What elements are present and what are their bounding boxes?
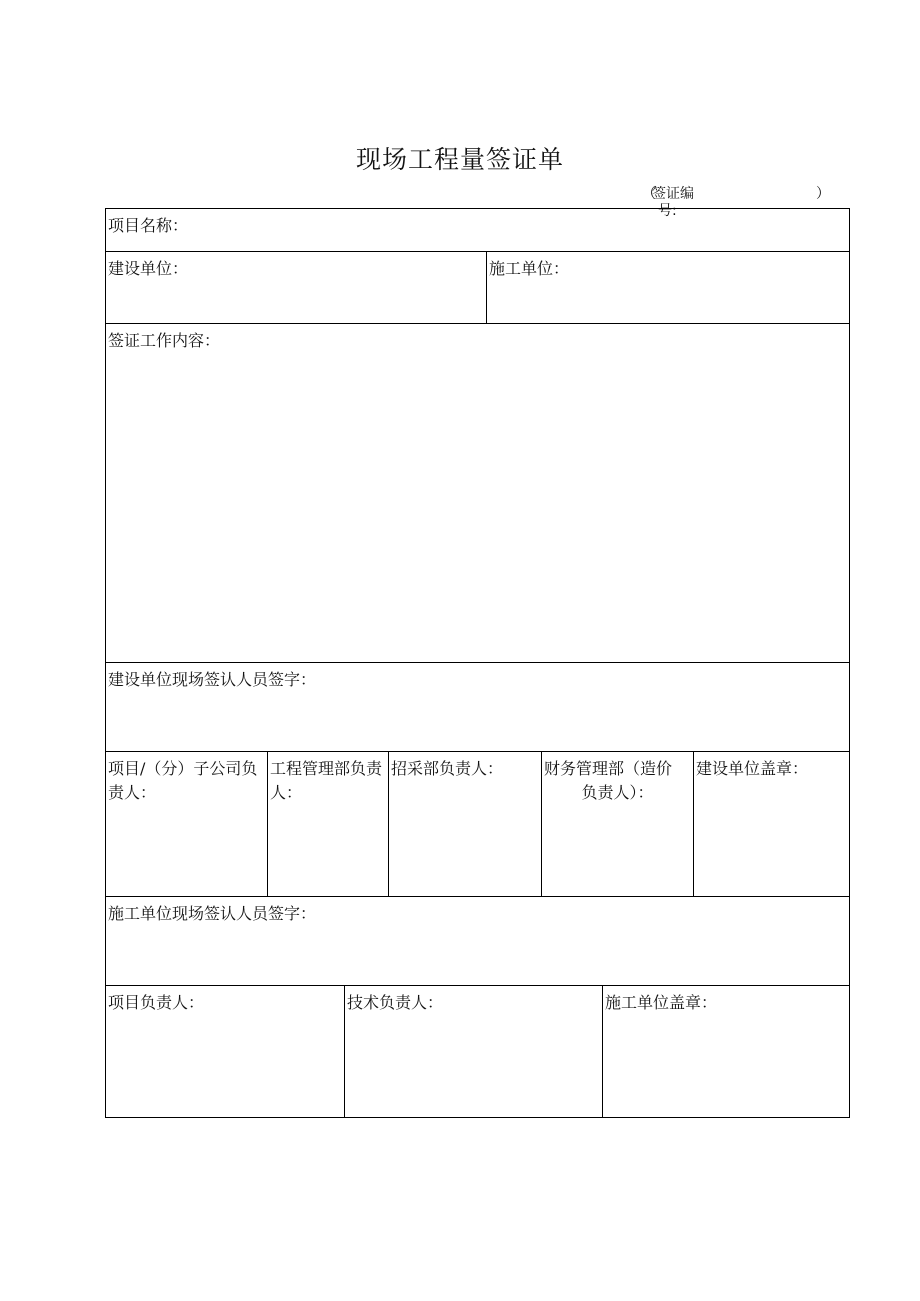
builder-site-signature-label: 施工单位现场签认人员签字： [108, 904, 317, 923]
sign-number-label-line1: 签证编 [652, 186, 694, 202]
work-content-label: 签证工作内容： [108, 331, 221, 350]
sign-number-label-line2: 号: [658, 203, 677, 219]
project-subsidiary-leader-field[interactable] [105, 751, 268, 897]
project-name-field[interactable] [105, 208, 850, 252]
owner-seal-field[interactable] [693, 751, 850, 897]
visa-form-table [105, 208, 850, 1118]
technical-leader-label: 技术负责人： [347, 993, 444, 1012]
engineering-dept-leader-label: 工程管理部负责人： [270, 759, 383, 802]
builder-unit-field[interactable] [486, 251, 850, 324]
builder-seal-field[interactable] [602, 985, 850, 1118]
finance-dept-leader-label-line1: 财务管理部（造价 [544, 759, 673, 778]
work-content-field[interactable] [105, 323, 850, 663]
owner-site-signature-field[interactable] [105, 662, 850, 752]
construction-unit-label: 建设单位： [108, 259, 189, 278]
procurement-dept-leader-field[interactable] [388, 751, 542, 897]
finance-dept-leader-label-line2: 负责人）： [581, 783, 654, 802]
builder-seal-label: 施工单位盖章： [605, 993, 718, 1012]
owner-site-signature-label: 建设单位现场签认人员签字： [108, 670, 317, 689]
project-name-label: 项目名称： [108, 216, 189, 235]
builder-unit-label: 施工单位： [489, 259, 570, 278]
owner-seal-label: 建设单位盖章： [696, 759, 809, 778]
builder-site-signature-field[interactable] [105, 896, 850, 986]
procurement-dept-leader-label: 招采部负责人： [391, 759, 504, 778]
page-title: 现场工程量签证单 [355, 145, 564, 174]
technical-leader-field[interactable] [344, 985, 603, 1118]
project-subsidiary-leader-label: 项目/（分）子公司负责人： [108, 759, 258, 802]
construction-unit-field[interactable] [105, 251, 487, 324]
finance-dept-leader-field[interactable] [541, 751, 694, 897]
project-leader-label: 项目负责人： [108, 993, 205, 1012]
sign-number-close-paren: ） [816, 186, 830, 202]
sign-number-open-paren: （ [642, 186, 656, 202]
project-leader-field[interactable] [105, 985, 345, 1118]
engineering-dept-leader-field[interactable] [267, 751, 389, 897]
